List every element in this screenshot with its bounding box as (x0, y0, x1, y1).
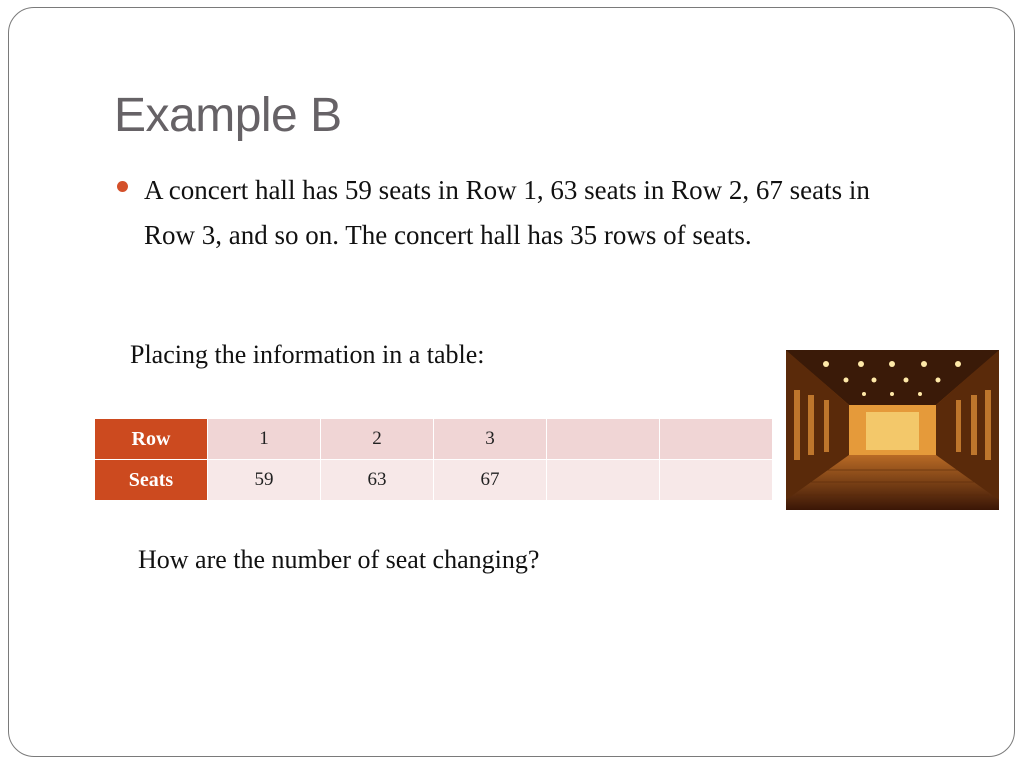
table-row-row (95, 419, 773, 460)
bullet-dot-icon (117, 181, 128, 192)
table-cell: 3 (434, 419, 547, 460)
table-cell (547, 419, 660, 460)
concert-hall-illustration (786, 350, 999, 510)
table-row-seats (95, 460, 773, 501)
row-header-cell: Row (95, 419, 208, 460)
data-table (94, 418, 773, 501)
table-cell: 59 (208, 460, 321, 501)
table-cell: 2 (321, 419, 434, 460)
table-cell (660, 419, 773, 460)
concert-hall-photo (786, 350, 999, 510)
bullet-text: A concert hall has 59 seats in Row 1, 63 seats in Row 2, 67 seats in Row 3, and so on. The concert hall has 35 rows of seats. (144, 175, 870, 250)
bullet-item (114, 168, 914, 258)
seats-header-cell: Seats (95, 460, 208, 501)
table-cell: 1 (208, 419, 321, 460)
table-cell: 63 (321, 460, 434, 501)
slide-title: Example B (114, 89, 342, 142)
table-cell: 67 (434, 460, 547, 501)
table-cell (547, 460, 660, 501)
table-cell (660, 460, 773, 501)
question-text: How are the number of seat changing? (138, 545, 540, 574)
table-intro-text: Placing the information in a table: (130, 340, 485, 369)
